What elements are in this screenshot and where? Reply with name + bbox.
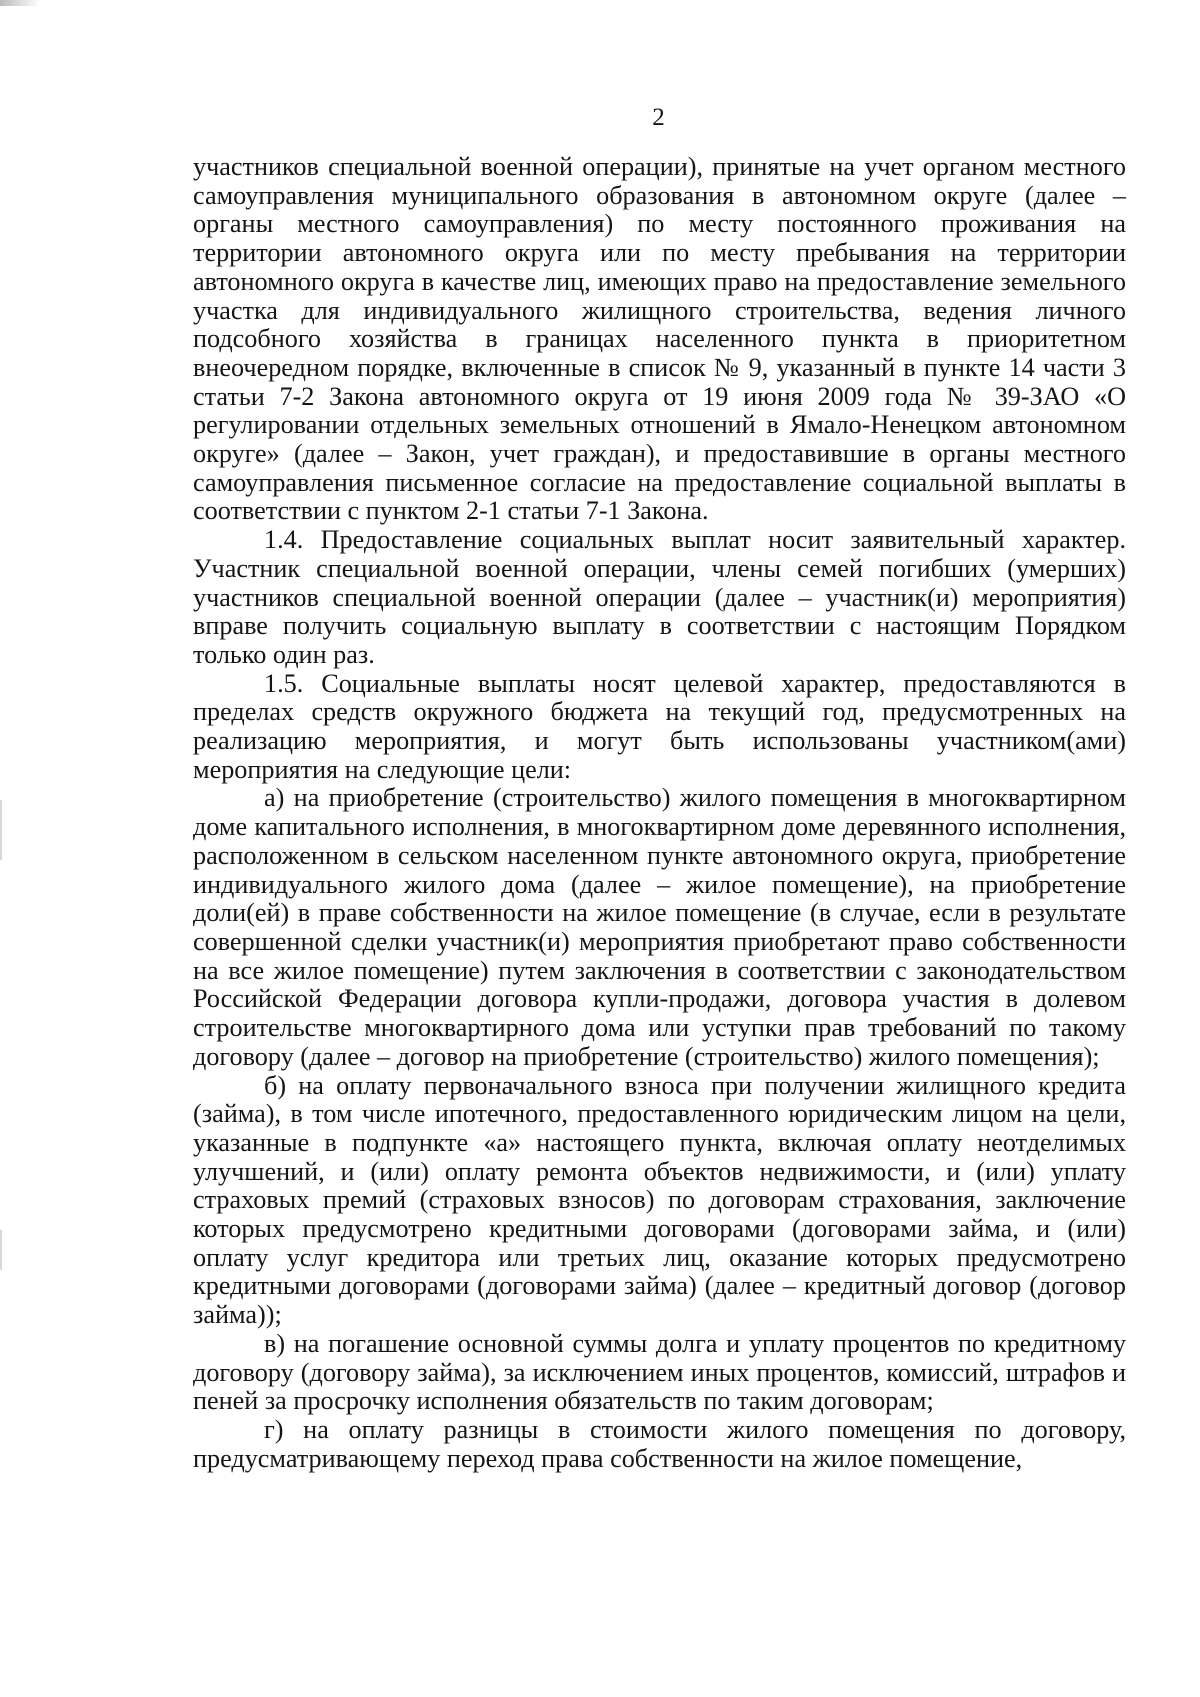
subparagraph-b: б) на оплату первоначального взноса при получении жилищного кредита (займа), в том числе ипотечного, предоставленного юридическим лицом на цели, указанные в подпункте «а» настоящего пункта, включая оплату неотделимых улучшений, и (или) оплату ремонта объектов недвижимости, и (или) уплату страховых премий (страховых взносов) по договорам страхования, заключение которых предусмотрено кредитными договорами (договорами займа, и (или) оплату услуг кредитора или третьих лиц, оказание которых предусмотрено кредитными договорами (договорами займа) (далее – кредитный договор (договор займа)); (193, 1070, 1126, 1330)
subparagraph-a: а) на приобретение (строительство) жилого помещения в многоквартирном доме капитального исполнения, в многоквартирном доме деревянного исполнения, расположенном в сельском населенном пункте автономного округа, приобретение индивидуального жилого дома (далее – жилое помещение), на приобретение доли(ей) в праве собственности на жилое помещение (в случае, если в результате совершенной сделки участник(и) мероприятия приобретают право собственности на все жилое помещение) путем заключения в соответствии с законодательством Российской Федерации договора купли-продажи, договора участия в долевом строительстве многоквартирного дома или уступки прав требований по такому договору (далее – договор на приобретение (строительство) жилого помещения); (193, 783, 1126, 1071)
subparagraph-v: в) на погашение основной суммы долга и уплату процентов по кредитному договору (договору займа), за исключением иных процентов, комиссий, штрафов и пеней за просрочку исполнения обязательств по таким договорам; (193, 1328, 1126, 1416)
paragraph-1-4: 1.4. Предоставление социальных выплат носит заявительный характер. Участник специальной военной операции, члены семей погибших (умерших) участников специальной военной операции (далее – участник(и) мероприятия) вправе получить социальную выплату в соответствии с настоящим Порядком только один раз. (193, 525, 1126, 669)
subparagraph-g: г) на оплату разницы в стоимости жилого помещения по договору, предусматривающему переход права собственности на жилое помещение, (193, 1414, 1126, 1473)
scan-artifact (0, 1230, 2, 1270)
scan-artifact (0, 800, 2, 860)
page-number: 2 (652, 104, 665, 131)
scan-artifact (0, 0, 40, 6)
paragraph-continuation: участников специальной военной операции), принятые на учет органом местного самоуправления муниципального образования в автономном округе (далее – органы местного самоуправления) по месту постоянного проживания на территории автономного округа или по месту пребывания на территории автономного округа в качестве лиц, имеющих право на предоставление земельного участка для индивидуального жилищного строительства, ведения личного подсобного хозяйства в границах населенного пункта в приоритетном внеочередном порядке, включенные в список № 9, указанный в пункте 14 части 3 статьи 7-2 Закона автономного округа от 19 июня 2009 года № 39-ЗАО «О регулировании отдельных земельных отношений в Ямало-Ненецком автономном округе» (далее – Закон, учет граждан), и предоставившие в органы местного самоуправления письменное согласие на предоставление социальной выплаты в соответствии с пунктом 2-1 статьи 7-1 Закона. (193, 152, 1126, 526)
document-body (193, 153, 1126, 1473)
paragraph-1-5: 1.5. Социальные выплаты носят целевой характер, предоставляются в пределах средств окружного бюджета на текущий год, предусмотренных на реализацию мероприятия, и могут быть использованы участником(ами) мероприятия на следующие цели: (193, 668, 1126, 784)
